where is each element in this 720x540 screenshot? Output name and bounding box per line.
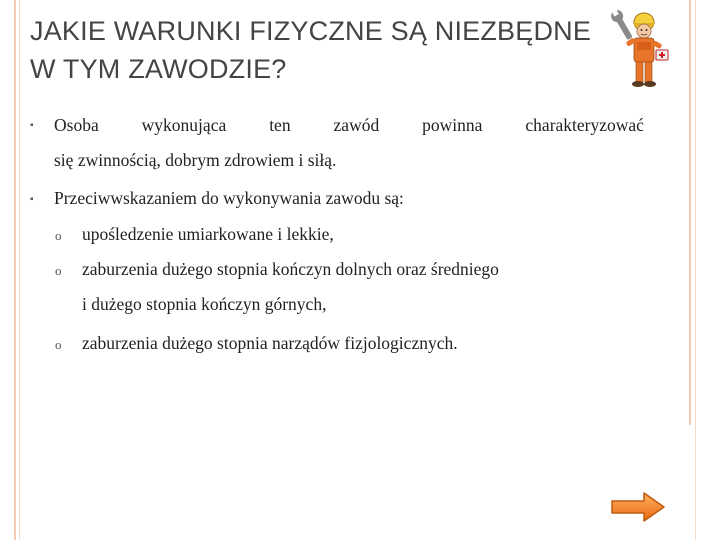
worker-with-wrench-icon [604,6,670,92]
sub-bullet-marker: o [55,228,62,243]
word: zawód [333,115,380,135]
bullet2-text: Przeciwwskazaniem do wykonywania zawodu są: [54,188,404,208]
frame-line-left [14,0,16,540]
word: Osoba [54,115,99,135]
sub-bullet-marker: o [55,337,62,352]
bullet1-first-line [54,115,644,136]
next-arrow-icon[interactable] [608,488,668,526]
word: ten [269,115,291,135]
sub-item-2-line2: i dużego stopnia kończyn górnych, [82,294,327,314]
sub-item-3: zaburzenia dużego stopnia narządów fizjologicznych. [82,333,458,353]
word: wykonująca [141,115,227,135]
frame-line-right-outer [695,0,696,540]
frame-line-left-inner [19,0,20,540]
sub-item-2-line1: zaburzenia dużego stopnia kończyn dolnych oraz średniego [82,259,499,279]
slide-title: JAKIE WARUNKI FIZYCZNE SĄ NIEZBĘDNE W TYM ZAWODZIE? [30,16,592,84]
sub-item-1: upośledzenie umiarkowane i lekkie, [82,224,334,244]
bullet-marker: ▪ [30,120,34,131]
word: charakteryzować [525,115,644,135]
sub-bullet-marker: o [55,263,62,278]
frame-gap [686,425,694,540]
bullet-marker: ▪ [30,194,34,205]
bullet1-continuation: się zwinnością, dobrym zdrowiem i siłą. [54,150,337,170]
word: powinna [422,115,483,135]
